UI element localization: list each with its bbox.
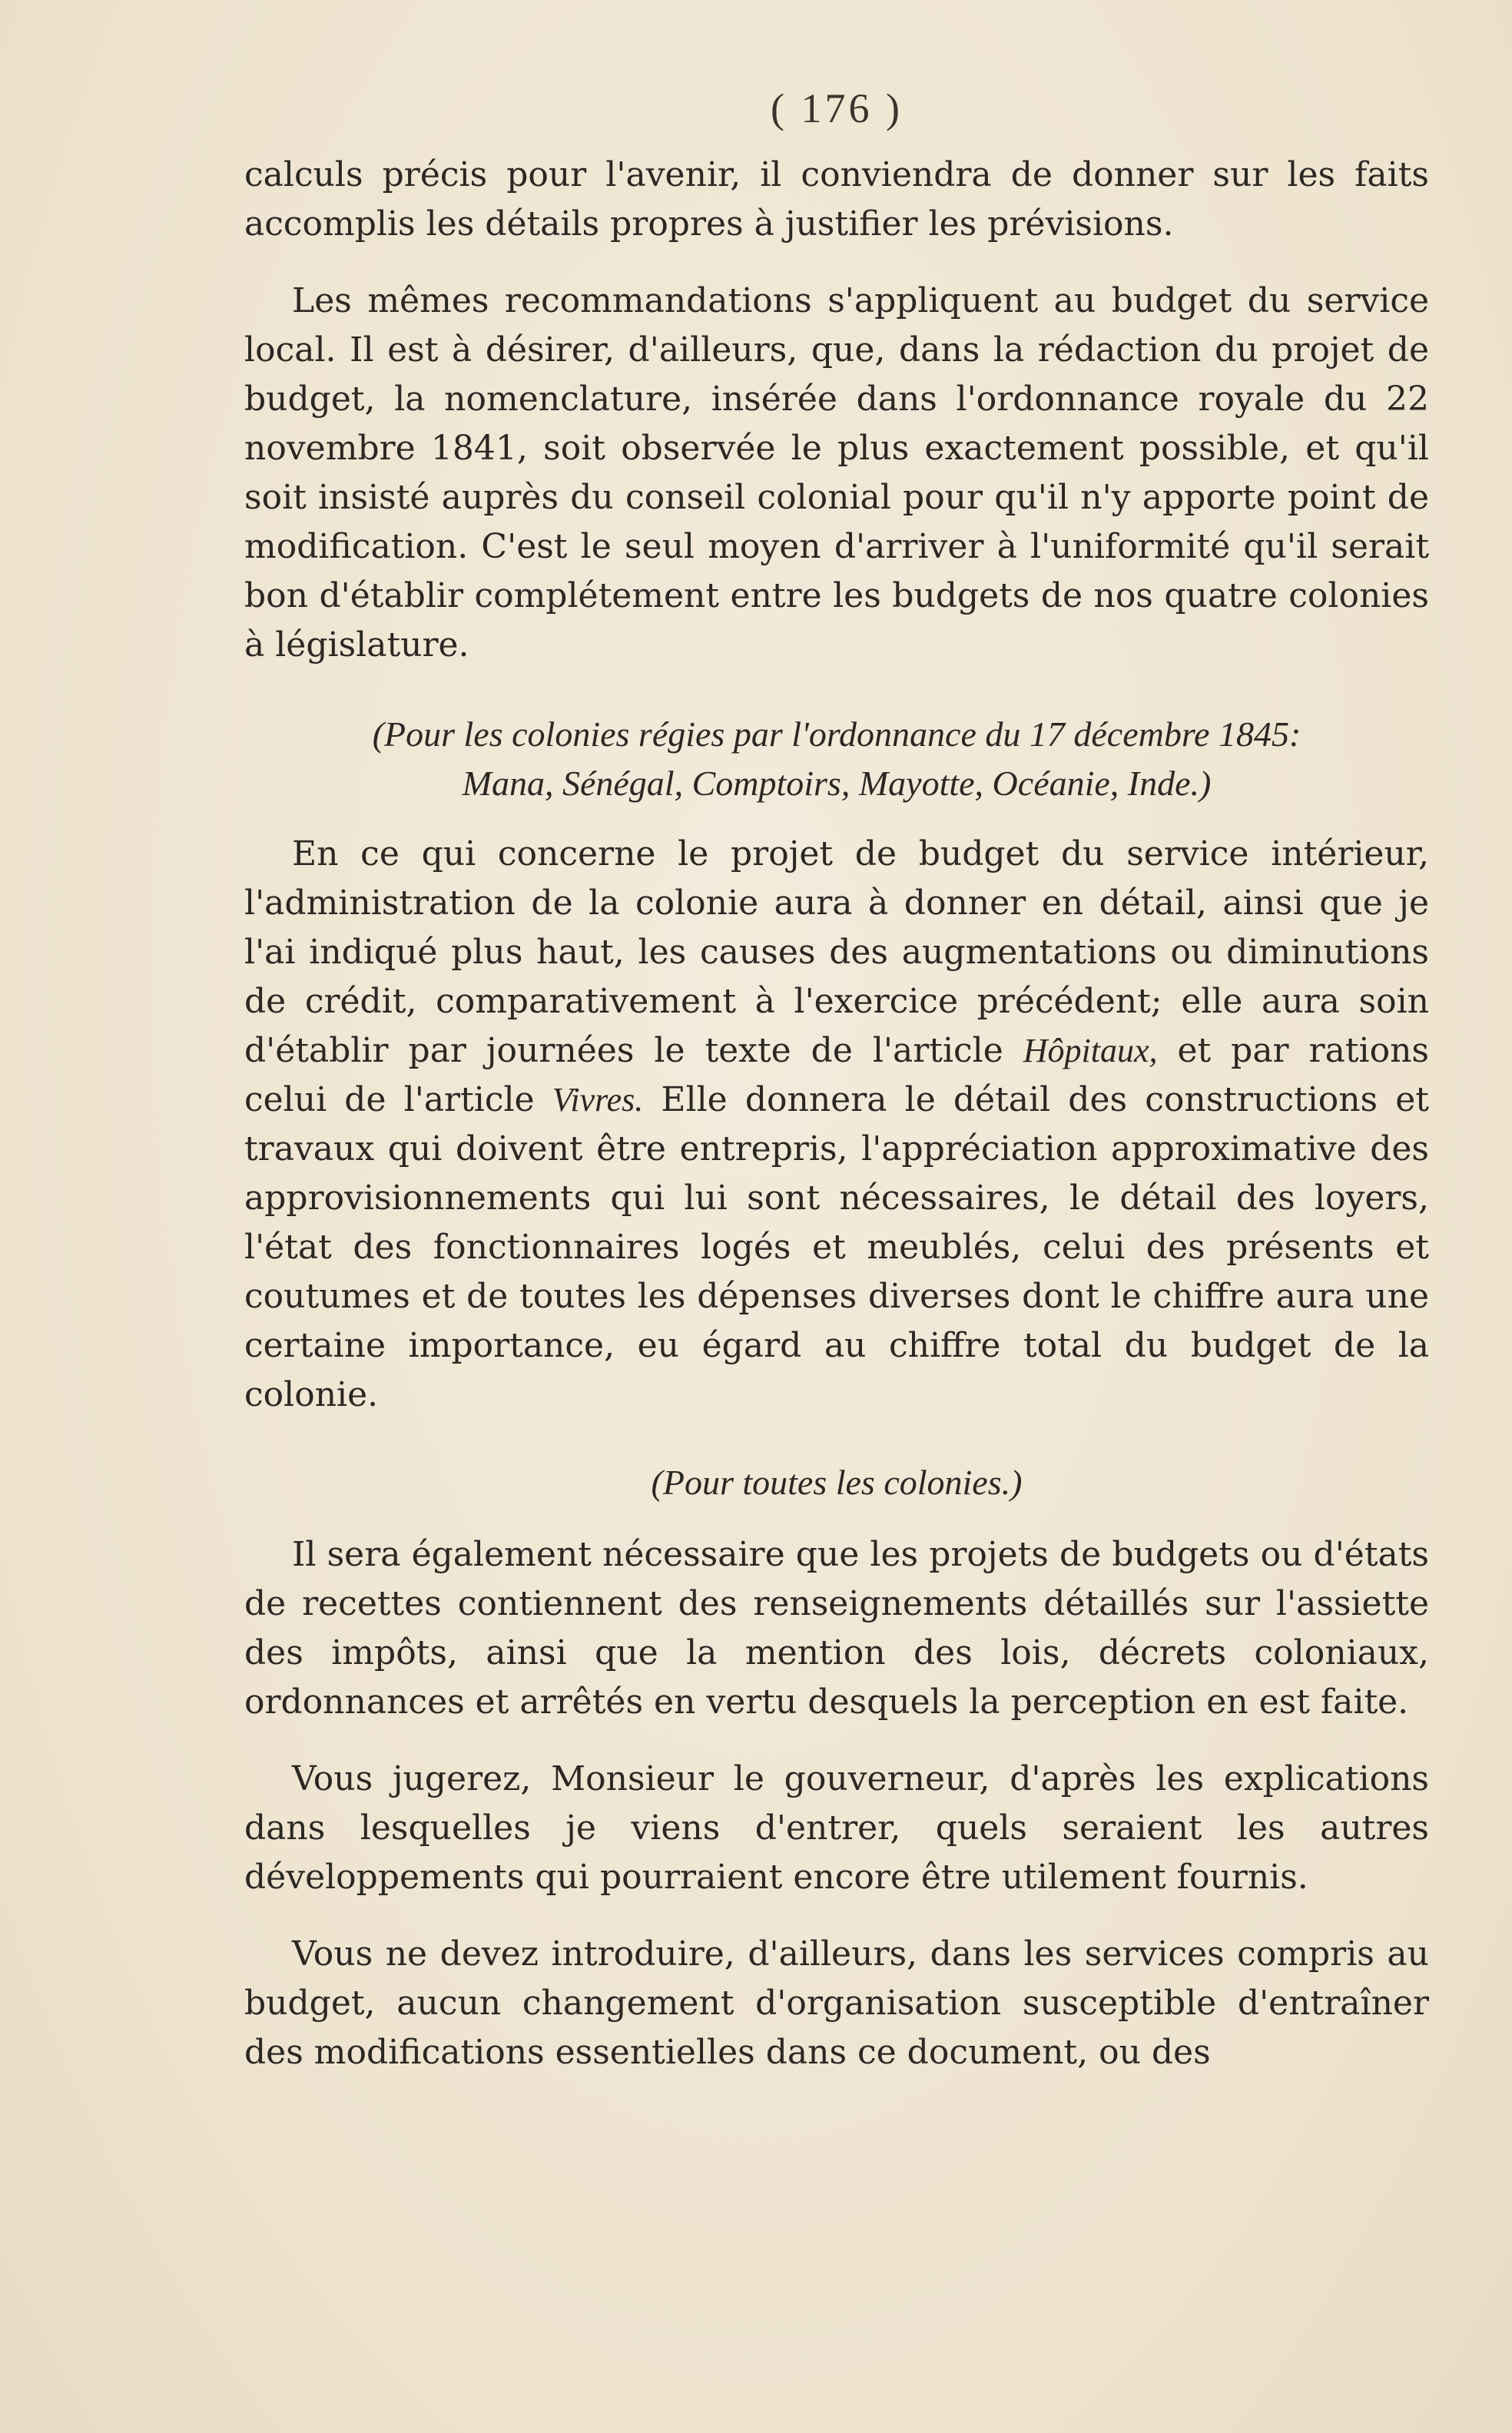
text-run: En ce qui concerne le projet de budget du service intérieur, l'administration de la colonie aura à donner en détail, ainsi que je l'ai indiqué plus haut, les causes des augmentations ou diminutions de crédit, comparativement à l'exercice précédent; elle aura soin d'établir par journées le texte de l'article: [244, 834, 1429, 1070]
paragraph-interior-service: [244, 830, 1429, 1420]
text-run: et par rations celui de l'article: [244, 1031, 1429, 1119]
section-heading-line-1: (Pour les colonies régies par l'ordonnance du 17 décembre 1845:: [372, 714, 1301, 754]
text-run: Elle donnera le détail des constructions et travaux qui doivent être entrepris, l'appréciation approximative des approvisionnements qui lui sont nécessaires, le détail des loyers, l'état des fonctionnaires logés et meublés, celui des présents et coutumes et de toutes les dépenses diverses dont le chiffre aura une certaine importance, eu égard au chiffre total du budget de la colonie.: [244, 1080, 1429, 1414]
section-heading-line-2: Mana, Sénégal, Comptoirs, Mayotte, Océanie, Inde.): [462, 764, 1212, 803]
paragraph-receipts: Il sera également nécessaire que les projets de budgets ou d'états de recettes contiennent des renseignements détaillés sur l'assiette des impôts, ainsi que la mention des lois, décrets coloniaux, ordonnances et arrêtés en vertu desquels la perception en est faite.: [244, 1535, 1429, 1722]
page-number: ( 176 ): [771, 85, 903, 131]
page-text: [244, 74, 1429, 2077]
section-heading-ordonnance: [244, 710, 1429, 808]
paragraph-local-budget: Les mêmes recommandations s'appliquent au budget du service local. Il est à désirer, d'ailleurs, que, dans la rédaction du projet de budget, la nomenclature, insérée dans l'ordonnance royale du 22 novembre 1841, soit observée le plus exactement possible, et qu'il soit insisté auprès du conseil colonial pour qu'il n'y apporte point de modification. C'est le seul moyen d'arriver à l'uniformité qu'il serait bon d'établir complétement entre les budgets de nos quatre colonies à législature.: [244, 281, 1429, 665]
paragraph-organisation: Vous ne devez introduire, d'ailleurs, dans les services compris au budget, aucun changement d'organisation susceptible d'entraîner des modifications essentielles dans ce document, ou des: [244, 1934, 1429, 2072]
section-heading-all-colonies: (Pour toutes les colonies.): [651, 1463, 1023, 1502]
italic-term-vivres: Vivres.: [552, 1081, 644, 1119]
paragraph-continuation: calculs précis pour l'avenir, il conviendra de donner sur les faits accomplis les détails propres à justifier les prévisions.: [244, 155, 1429, 244]
paragraph-governor: Vous jugerez, Monsieur le gouverneur, d'après les explications dans lesquelles je viens d'entrer, quels seraient les autres développements qui pourraient encore être utilement fournis.: [244, 1759, 1429, 1897]
italic-term-hopitaux: Hôpitaux,: [1023, 1032, 1158, 1069]
